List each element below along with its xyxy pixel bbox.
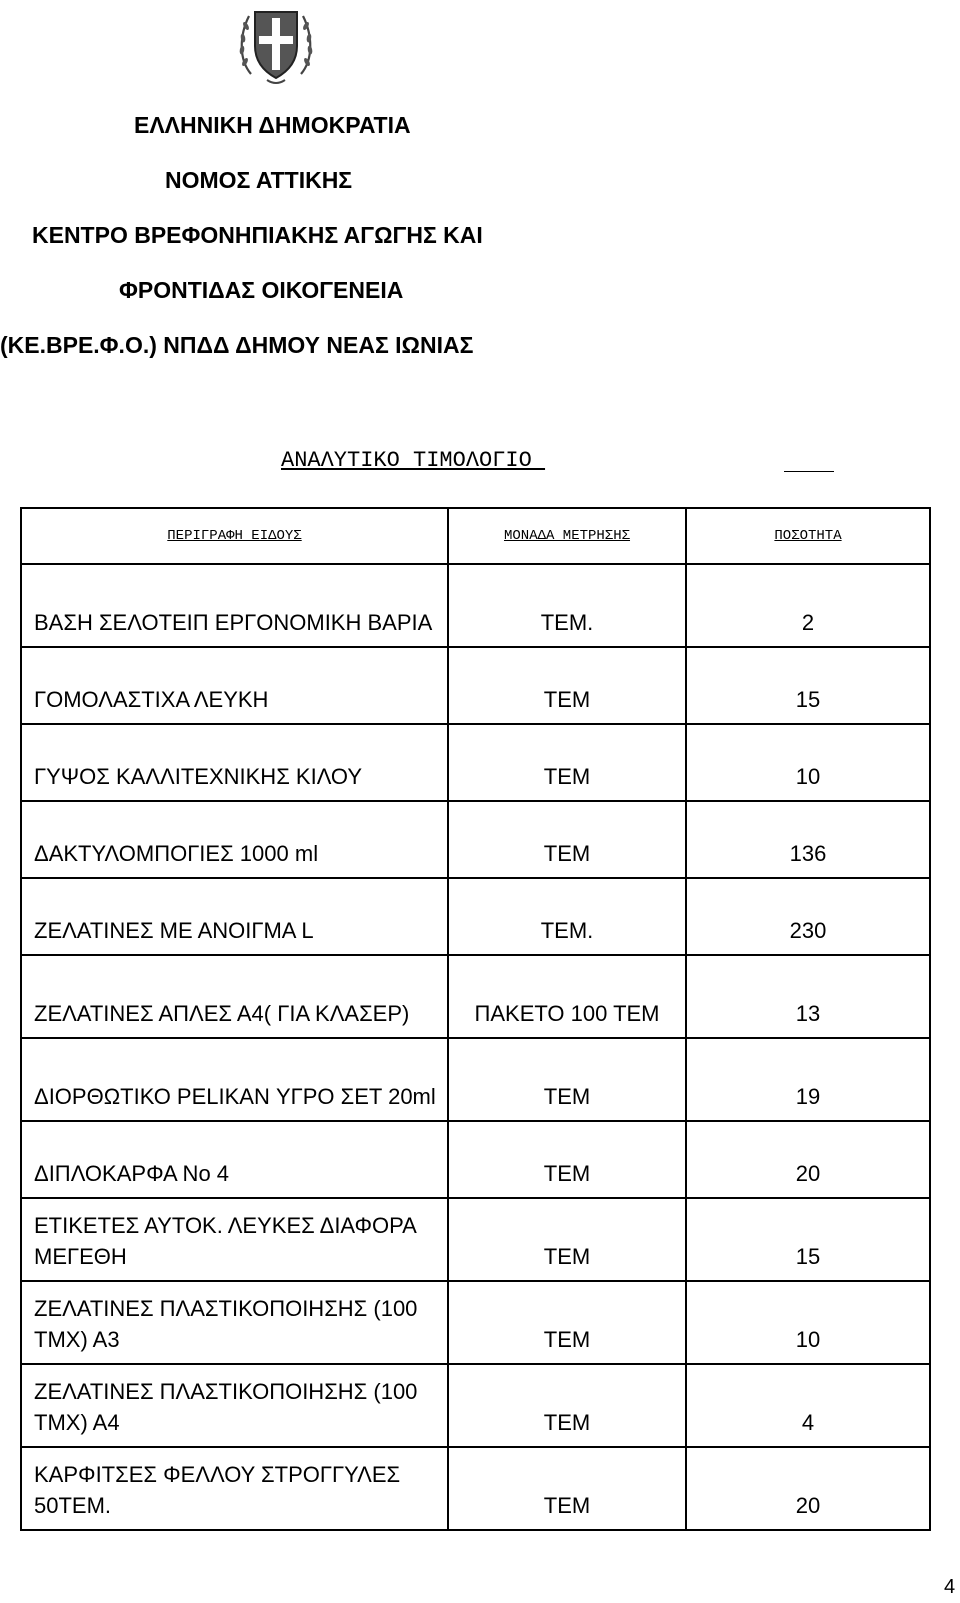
item-unit: ΤΕΜ [448,801,686,878]
title-blank-line [784,471,834,472]
item-quantity: 19 [686,1038,930,1121]
item-quantity: 136 [686,801,930,878]
table-row [21,878,930,955]
item-quantity: 15 [686,647,930,724]
table-row [21,1198,930,1281]
header-description: ΠΕΡΙΓΡΑΦΗ ΕΙΔΟΥΣ [21,508,448,564]
item-description: ΖΕΛΑΤΙΝΕΣ ΠΛΑΣΤΙΚΟΠΟΙΗΣΗΣ (100 ΤΜΧ) Α4 [21,1364,448,1447]
table-row [21,1447,930,1530]
item-description: ΚΑΡΦΙΤΣΕΣ ΦΕΛΛΟΥ ΣΤΡΟΓΓΥΛΕΣ 50ΤΕΜ. [21,1447,448,1530]
item-unit: ΤΕΜ [448,647,686,724]
table-row [21,1121,930,1198]
item-quantity: 2 [686,564,930,647]
item-description: ΓΟΜΟΛΑΣΤΙΧΑ ΛΕΥΚΗ [21,647,448,724]
table-row [21,724,930,801]
header-line-2: ΝΟΜΟΣ ΑΤΤΙΚΗΣ [165,167,353,193]
table-row [21,1281,930,1364]
table-row [21,801,930,878]
item-quantity: 20 [686,1447,930,1530]
item-quantity: 10 [686,724,930,801]
item-description: ΔΑΚΤΥΛΟΜΠΟΓΙΕΣ 1000 ml [21,801,448,878]
table-row [21,955,930,1038]
header-line-3: ΚΕΝΤΡΟ ΒΡΕΦΟΝΗΠΙΑΚΗΣ ΑΓΩΓΗΣ ΚΑΙ [32,222,483,248]
item-description: ΖΕΛΑΤΙΝΕΣ ΑΠΛΕΣ Α4( ΓΙΑ ΚΛΑΣΕΡ) [21,955,448,1038]
item-description: ΒΑΣΗ ΣΕΛΟΤΕΙΠ ΕΡΓΟΝΟΜΙΚΗ ΒΑΡΙΑ [21,564,448,647]
table-row [21,647,930,724]
item-unit: ΤΕΜ [448,1281,686,1364]
item-unit: ΤΕΜ [448,1121,686,1198]
item-description: ΖΕΛΑΤΙΝΕΣ ΜΕ ΑΝΟΙΓΜΑ L [21,878,448,955]
item-description: ΓΥΨΟΣ ΚΑΛΛΙΤΕΧΝΙΚΗΣ ΚΙΛΟΥ [21,724,448,801]
item-unit: ΤΕΜ [448,1447,686,1530]
table-header-row [21,508,930,564]
item-quantity: 230 [686,878,930,955]
item-description: ΕΤΙΚΕΤΕΣ ΑΥΤΟΚ. ΛΕΥΚΕΣ ΔΙΑΦΟΡΑ ΜΕΓΕΘΗ [21,1198,448,1281]
item-description: ΔΙΟΡΘΩΤΙΚΟ PELIKAN ΥΓΡΟ ΣΕΤ 20ml [21,1038,448,1121]
items-table [20,507,931,1531]
item-quantity: 10 [686,1281,930,1364]
item-unit: ΤΕΜ [448,1038,686,1121]
item-quantity: 4 [686,1364,930,1447]
greek-coat-of-arms-icon [237,2,315,86]
header-unit: ΜΟΝΑΔΑ ΜΕΤΡΗΣΗΣ [448,508,686,564]
item-quantity: 20 [686,1121,930,1198]
header-line-5: (ΚΕ.ΒΡΕ.Φ.Ο.) ΝΠΔΔ ΔΗΜΟΥ ΝΕΑΣ ΙΩΝΙΑΣ [0,332,474,358]
item-unit: ΤΕΜ. [448,564,686,647]
item-unit: ΤΕΜ. [448,878,686,955]
page-number: 4 [944,1576,956,1598]
table-row [21,1364,930,1447]
item-quantity: 13 [686,955,930,1038]
item-description: ΔΙΠΛΟΚΑΡΦΑ Νο 4 [21,1121,448,1198]
document-title: ΑΝΑΛΥΤΙΚΟ ΤΙΜΟΛΟΓΙΟ [281,448,546,473]
item-unit: ΤΕΜ [448,1198,686,1281]
header-quantity: ΠΟΣΟΤΗΤΑ [686,508,930,564]
header-line-1: ΕΛΛΗΝΙΚΗ ΔΗΜΟΚΡΑΤΙΑ [134,112,411,138]
item-unit: ΤΕΜ [448,1364,686,1447]
item-unit: ΠΑΚΕΤΟ 100 ΤΕΜ [448,955,686,1038]
item-quantity: 15 [686,1198,930,1281]
item-description: ΖΕΛΑΤΙΝΕΣ ΠΛΑΣΤΙΚΟΠΟΙΗΣΗΣ (100 ΤΜΧ) Α3 [21,1281,448,1364]
item-unit: ΤΕΜ [448,724,686,801]
table-row [21,1038,930,1121]
header-line-4: ΦΡΟΝΤΙΔΑΣ ΟΙΚΟΓΕΝΕΙΑ [119,277,404,303]
table-row [21,564,930,647]
